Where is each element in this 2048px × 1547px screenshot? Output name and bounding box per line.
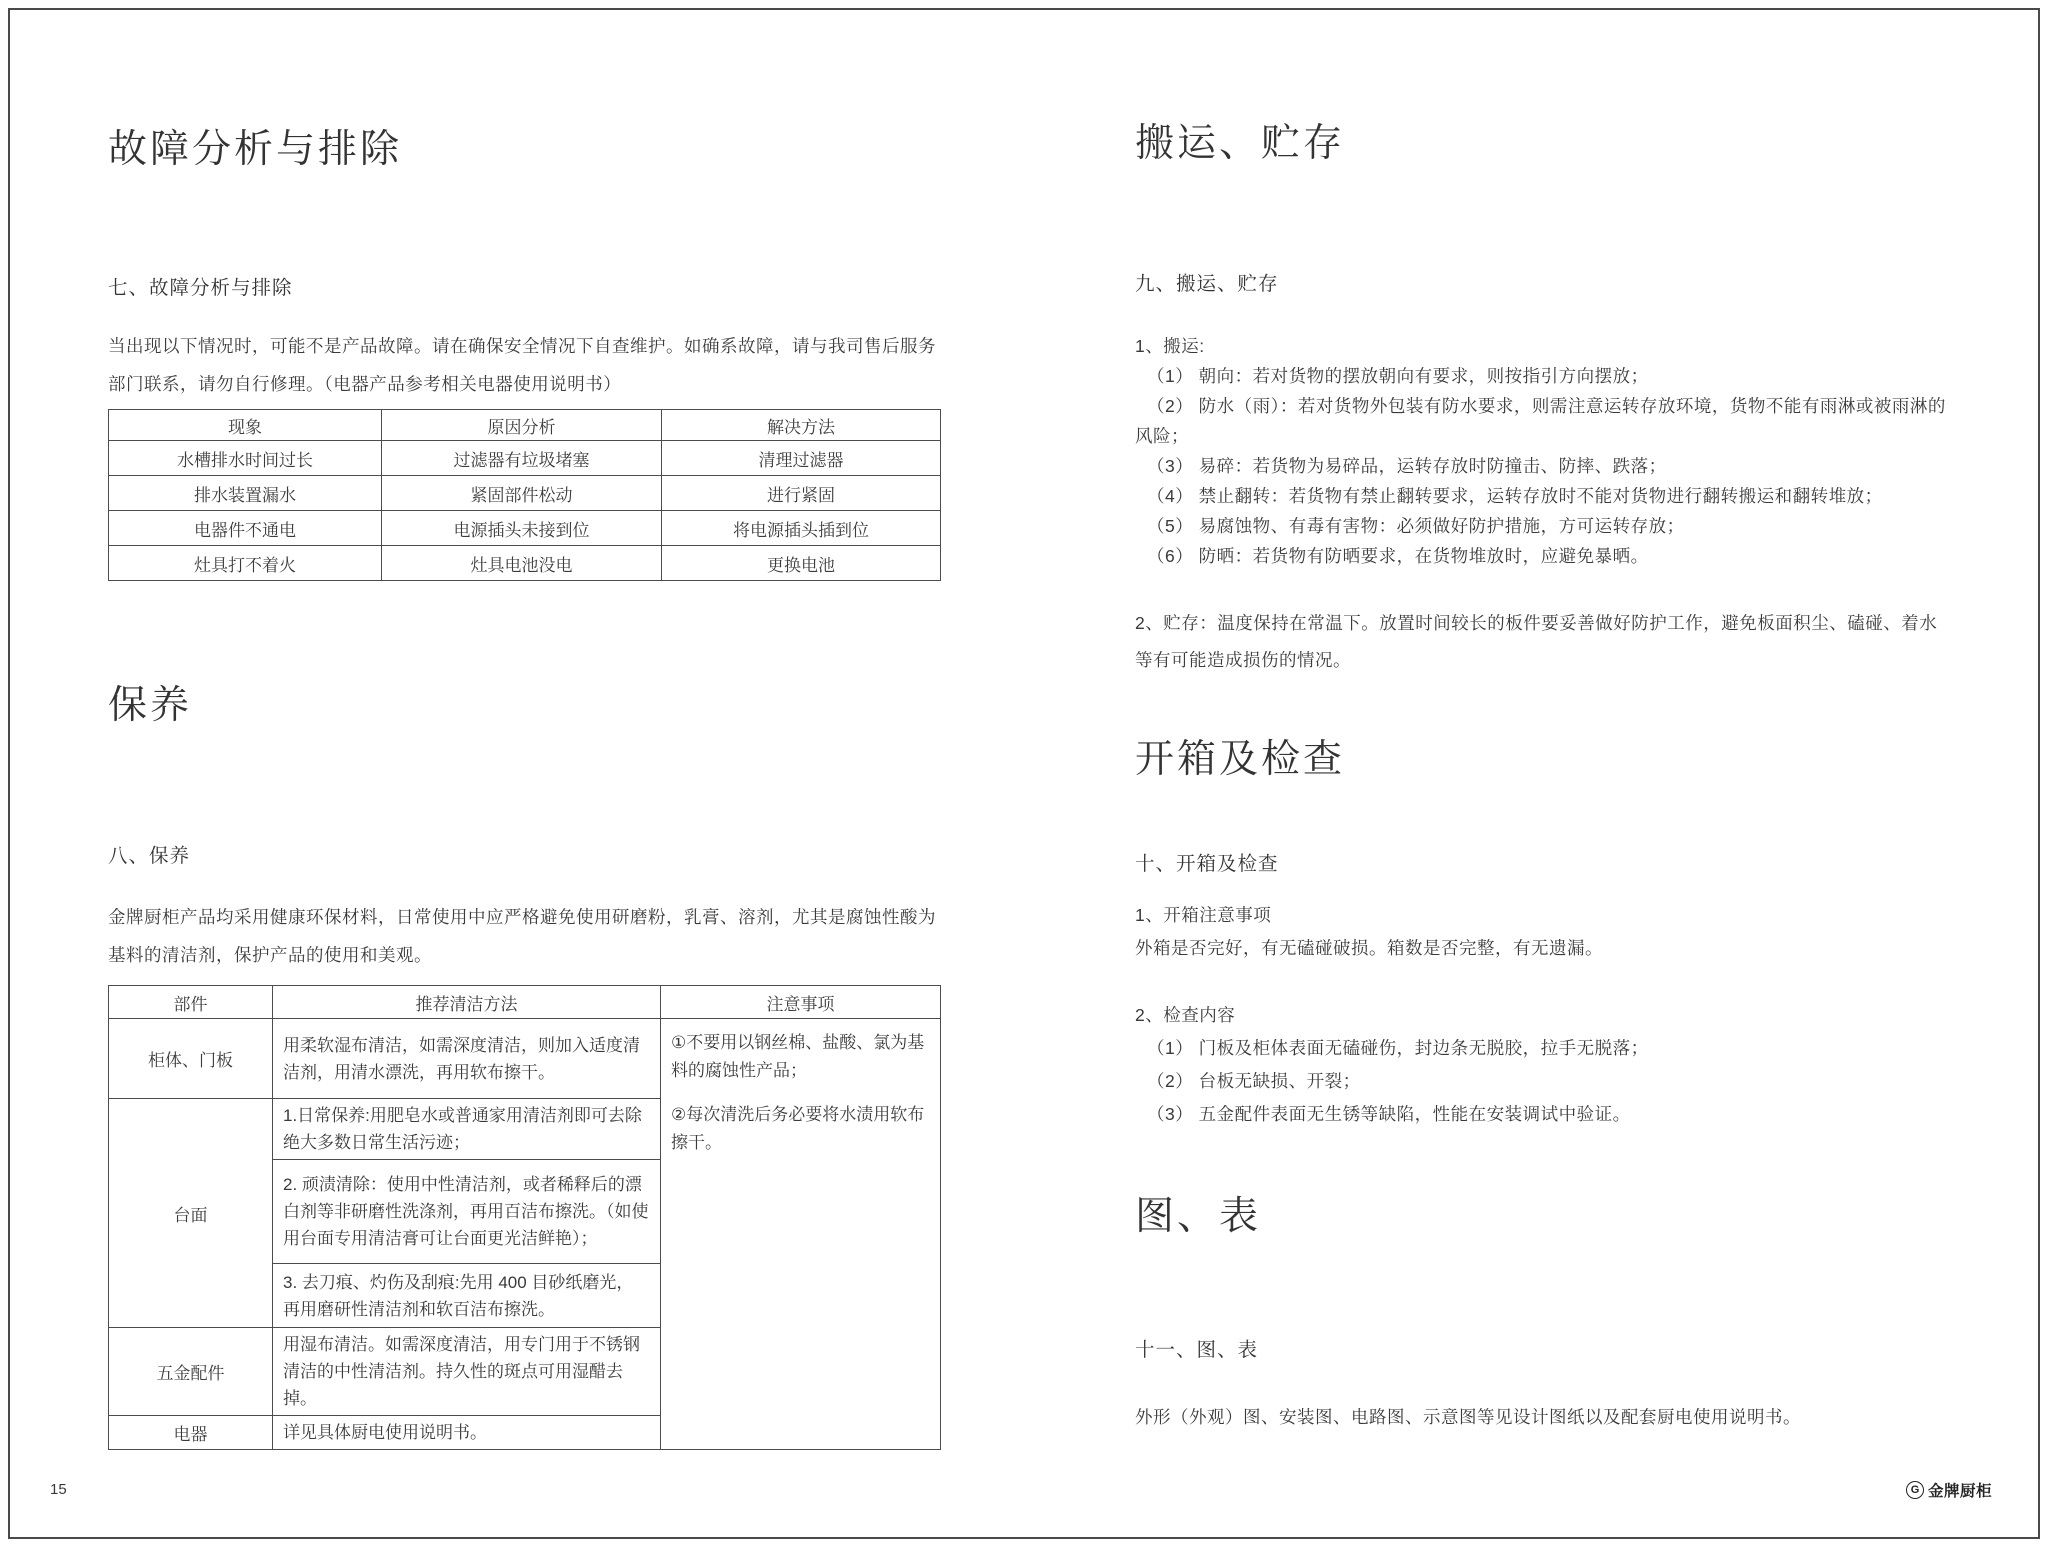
table-cell: 电源插头未接到位: [382, 511, 662, 546]
list-item: （1） 朝向：若对货物的摆放朝向有要求，则按指引方向摆放；: [1147, 366, 1649, 386]
fault-table-header-row: [109, 410, 941, 441]
check-list-title: 2、检查内容: [1135, 1005, 1236, 1025]
table-cell: 2. 顽渍清除：使用中性清洁剂，或者稀释后的漂白剂等非研磨性洗涤剂，再用百洁布擦洗。（如使用台面专用清洁膏可让台面更光洁鲜艳）；: [273, 1160, 661, 1264]
table-row: [109, 511, 941, 546]
list-item: （6） 防晒：若货物有防晒要求，在货物堆放时，应避免暴晒。: [1147, 546, 1649, 566]
table-cell: 过滤器有垃圾堵塞: [382, 441, 662, 476]
care-table: [108, 985, 941, 1450]
table-cell: 排水装置漏水: [109, 476, 382, 511]
transport-storage-title: 搬运、贮存: [1135, 122, 1346, 165]
storage-paragraph: 2、贮存：温度保持在常温下。放置时间较长的板件要妥善做好防护工作，避免板面积尘、磕碰、着水等有可能造成损伤的情况。: [1135, 613, 1938, 670]
section-7-heading: 七、故障分析与排除: [108, 277, 293, 299]
list-item: （3） 易碎：若货物为易碎品，运转存放时防撞击、防摔、跌落；: [1147, 456, 1667, 476]
table-cell: 电器: [109, 1416, 273, 1450]
charts-tables-text: 外形（外观）图、安装图、电路图、示意图等见设计图纸以及配套厨电使用说明书。: [1135, 1407, 1801, 1427]
table-cell: 用柔软湿布清洁，如需深度清洁，则加入适度清洁剂，用清水漂洗，再用软布擦干。: [273, 1019, 661, 1099]
fault-analysis-title: 故障分析与排除: [108, 128, 403, 171]
unboxing-notice-text: 外箱是否完好，有无磕碰破损。箱数是否完整，有无遗漏。: [1135, 938, 1603, 958]
list-item: （2） 防水（雨）：若对货物外包装有防水要求，则需注意运转存放环境，货物不能有雨淋或被雨淋的风险；: [1135, 396, 1946, 446]
table-cell: 将电源插头插到位: [662, 511, 941, 546]
table-cell: 详见具体厨电使用说明书。: [273, 1416, 661, 1450]
charts-tables-title: 图、表: [1135, 1195, 1262, 1238]
table-row: [109, 441, 941, 476]
section-9-heading: 九、搬运、贮存: [1135, 273, 1279, 295]
care-table-header-method: 推荐清洁方法: [273, 986, 661, 1019]
page-number: 15: [50, 1481, 67, 1498]
unboxing-notice-title: 1、开箱注意事项: [1135, 905, 1272, 925]
care-table-header-notes: 注意事项: [661, 986, 941, 1019]
care-note-2: ②每次清洗后务必要将水渍用软布擦干。: [671, 1105, 925, 1152]
care-title: 保养: [108, 684, 193, 727]
unboxing-notice: [1135, 899, 1955, 965]
table-cell: 电器件不通电: [109, 511, 382, 546]
fault-table-header-solution: 解决方法: [662, 410, 941, 441]
table-row: [109, 476, 941, 511]
table-cell: 更换电池: [662, 546, 941, 581]
list-item: （3） 五金配件表面无生锈等缺陷，性能在安装调试中验证。: [1147, 1104, 1631, 1124]
section-8-heading: 八、保养: [108, 845, 191, 867]
table-cell: 1.日常保养:用肥皂水或普通家用清洁剂即可去除绝大多数日常生活污迹；: [273, 1099, 661, 1160]
care-table-header-row: [109, 986, 941, 1019]
fault-table: [108, 409, 941, 581]
move-list-title: 1、搬运:: [1135, 336, 1205, 356]
brand-g-icon: G: [1906, 1481, 1924, 1499]
table-row: [109, 1019, 941, 1099]
table-cell: 用湿布清洁。如需深度清洁，用专门用于不锈钢清洁的中性清洁剂。持久性的斑点可用湿醋去掉。: [273, 1328, 661, 1416]
section-10-heading: 十、开箱及检查: [1135, 853, 1279, 875]
move-list: [1135, 331, 1955, 571]
fault-table-header-phenomenon: 现象: [109, 410, 382, 441]
fault-table-header-cause: 原因分析: [382, 410, 662, 441]
check-list: [1135, 999, 1955, 1131]
list-item: （2） 台板无缺损、开裂；: [1147, 1071, 1361, 1091]
care-note-1: ①不要用以钢丝棉、盐酸、氯为基料的腐蚀性产品；: [671, 1033, 925, 1080]
table-cell: 3. 去刀痕、灼伤及刮痕:先用 400 目砂纸磨光，再用磨研性清洁剂和软百洁布擦洗。: [273, 1264, 661, 1328]
fault-intro-paragraph: 当出现以下情况时，可能不是产品故障。请在确保安全情况下自查维护。如确系故障，请与我司售后服务部门联系，请勿自行修理。（电器产品参考相关电器使用说明书）: [108, 336, 936, 394]
table-cell: 紧固部件松动: [382, 476, 662, 511]
table-cell: 五金配件: [109, 1328, 273, 1416]
list-item: （4） 禁止翻转：若货物有禁止翻转要求，运转存放时不能对货物进行翻转搬运和翻转堆放；: [1147, 486, 1883, 506]
table-cell: 灶具打不着火: [109, 546, 382, 581]
table-cell: 灶具电池没电: [382, 546, 662, 581]
care-intro-paragraph: 金牌厨柜产品均采用健康环保材料，日常使用中应严格避免使用研磨粉，乳膏、溶剂，尤其是腐蚀性酸为基料的清洁剂，保护产品的使用和美观。: [108, 907, 936, 965]
list-item: （5） 易腐蚀物、有毒有害物：必须做好防护措施，方可运转存放；: [1147, 516, 1685, 536]
table-cell: 柜体、门板: [109, 1019, 273, 1099]
table-cell: 台面: [109, 1099, 273, 1328]
table-row: [109, 546, 941, 581]
brand-name: 金牌厨柜: [1927, 1483, 1992, 1500]
table-cell: 水槽排水时间过长: [109, 441, 382, 476]
care-table-header-part: 部件: [109, 986, 273, 1019]
list-item: （1） 门板及柜体表面无磕碰伤，封边条无脱胶，拉手无脱落；: [1147, 1038, 1649, 1058]
brand-logo: [1906, 1479, 1992, 1501]
unboxing-title: 开箱及检查: [1135, 738, 1346, 781]
care-notes-cell: [661, 1019, 941, 1450]
table-cell: 清理过滤器: [662, 441, 941, 476]
table-cell: 进行紧固: [662, 476, 941, 511]
section-11-heading: 十一、图、表: [1135, 1339, 1259, 1361]
